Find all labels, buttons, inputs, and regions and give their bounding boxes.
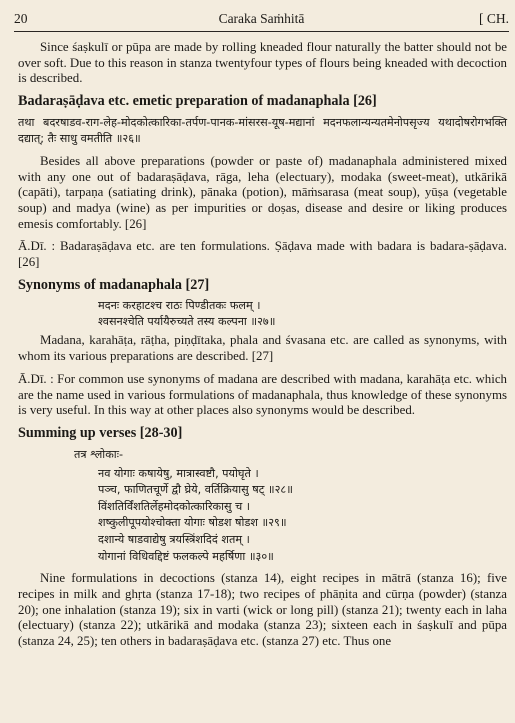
paragraph: Nine formulations in decoctions (stanza 14), eight recipes in mātrā (stanza 16); five recipes in milk and ghṛta (stanza 17-18); two recipes of phāṇita and cūrṇa (powder) (stanza 20); one inhalation (stanza 19); six in varti (wick or long pill) (stanza 21); twenty each in laha (electuary) (stanza 22); utkārikā and modaka (stanza 23); sixteen each in śaṣkulī and pūpa (stanza 24, 25); ten others in badaraṣāḍava etc. (stanza 27) etc. Thus one bbox=[18, 571, 507, 649]
verse-line: विंशतिर्विंशतिर्लेहमोदकोत्कारिकासु च । bbox=[98, 499, 251, 513]
section-heading: Summing up verses [28-30] bbox=[18, 424, 183, 441]
paragraph: Since śaṣkulī or pūpa are made by rolling kneaded flour naturally the batter should not be over soft. Due to this reason in stanza twentyfour types of flours being kneaded with decoction is described. bbox=[18, 40, 508, 86]
section-heading: Badaraṣāḍava etc. emetic preparation of madanaphala [26] bbox=[18, 93, 377, 110]
sanskrit-verse: तथा बदरषाडव-राग-लेह-मोदकोत्कारिका-तर्पण-पानक-मांसरस-यूष-मद्यानां मदनफलान्यन्यतमेनोपसृज्य यथादोषरोगभक्ति दद्यात्; तैः साधु वमतीति ॥२६॥ bbox=[18, 115, 507, 145]
verse-line: नव योगाः कषायेषु, मात्रास्वष्टौ, पयोघृते । bbox=[98, 466, 259, 480]
verse-line: श्वसनश्चेति पर्यायैरुच्यते तस्य कल्पना ॥२७॥ bbox=[98, 315, 276, 329]
paragraph: Besides all above preparations (powder or paste of) madanaphala administered mixed with any one out of badaraṣāḍava, rāga, leha (electuary), modaka (sweet-meat), utkārikā (capāti), tarpaṇa (satiating drink), pānaka (potion), māṁsarasa (meat soup), yūṣa (vegetable soup) and madya (wine) as per impurities or doṣas, disease and desire or liking produces emesis comfortably. [26] bbox=[18, 153, 507, 231]
verse-intro: तत्र श्लोकाः- bbox=[74, 447, 123, 461]
section-heading: Synonyms of madanaphala [27] bbox=[18, 276, 210, 293]
page-number: 20 bbox=[14, 11, 28, 26]
chapter-marker: [ CH. bbox=[479, 11, 509, 26]
verse-line: मदनः करहाटश्च राठः पिण्डीतकः फलम् । bbox=[98, 299, 261, 313]
verse-line: योगानां विधिवद्दिष्टं फलकल्पे महर्षिणा ॥३०॥ bbox=[98, 549, 274, 563]
running-header bbox=[14, 9, 509, 32]
verse-line: दशान्ये षाडवाद्येषु त्रयस्त्रिंशदिदं शतम् । bbox=[98, 533, 250, 547]
paragraph: Madana, karahāṭa, rāṭha, piṇḍītaka, phala and śvasana etc. are called as synonyms, with whom its various preparations are described. [27] bbox=[18, 333, 507, 364]
page-body bbox=[18, 40, 507, 723]
book-title: Caraka Saṁhitā bbox=[218, 11, 305, 26]
summing-verses bbox=[18, 466, 507, 566]
verse-line: पञ्च, फाणितचूर्णे द्वौ घ्रेये, वर्तिक्रियासु षट् ॥२८॥ bbox=[98, 483, 293, 497]
commentary: Ā.Dī. : Badaraṣāḍava etc. are ten formulations. Ṣāḍava made with badara is badara-ṣāḍava. [26] bbox=[18, 239, 507, 270]
verse-line: शष्कुलीपूपयोश्चोक्ता योगाः षोडश षोडश ॥२९॥ bbox=[98, 516, 287, 530]
sanskrit-verse bbox=[18, 298, 507, 330]
commentary: Ā.Dī. : For common use synonyms of madana are described with madana, karahāṭa etc. which are the name used in various formulations of madanaphala, thus knowledge of these synonyms is very useful. In this way at other places also synonyms would be described. bbox=[18, 371, 507, 418]
